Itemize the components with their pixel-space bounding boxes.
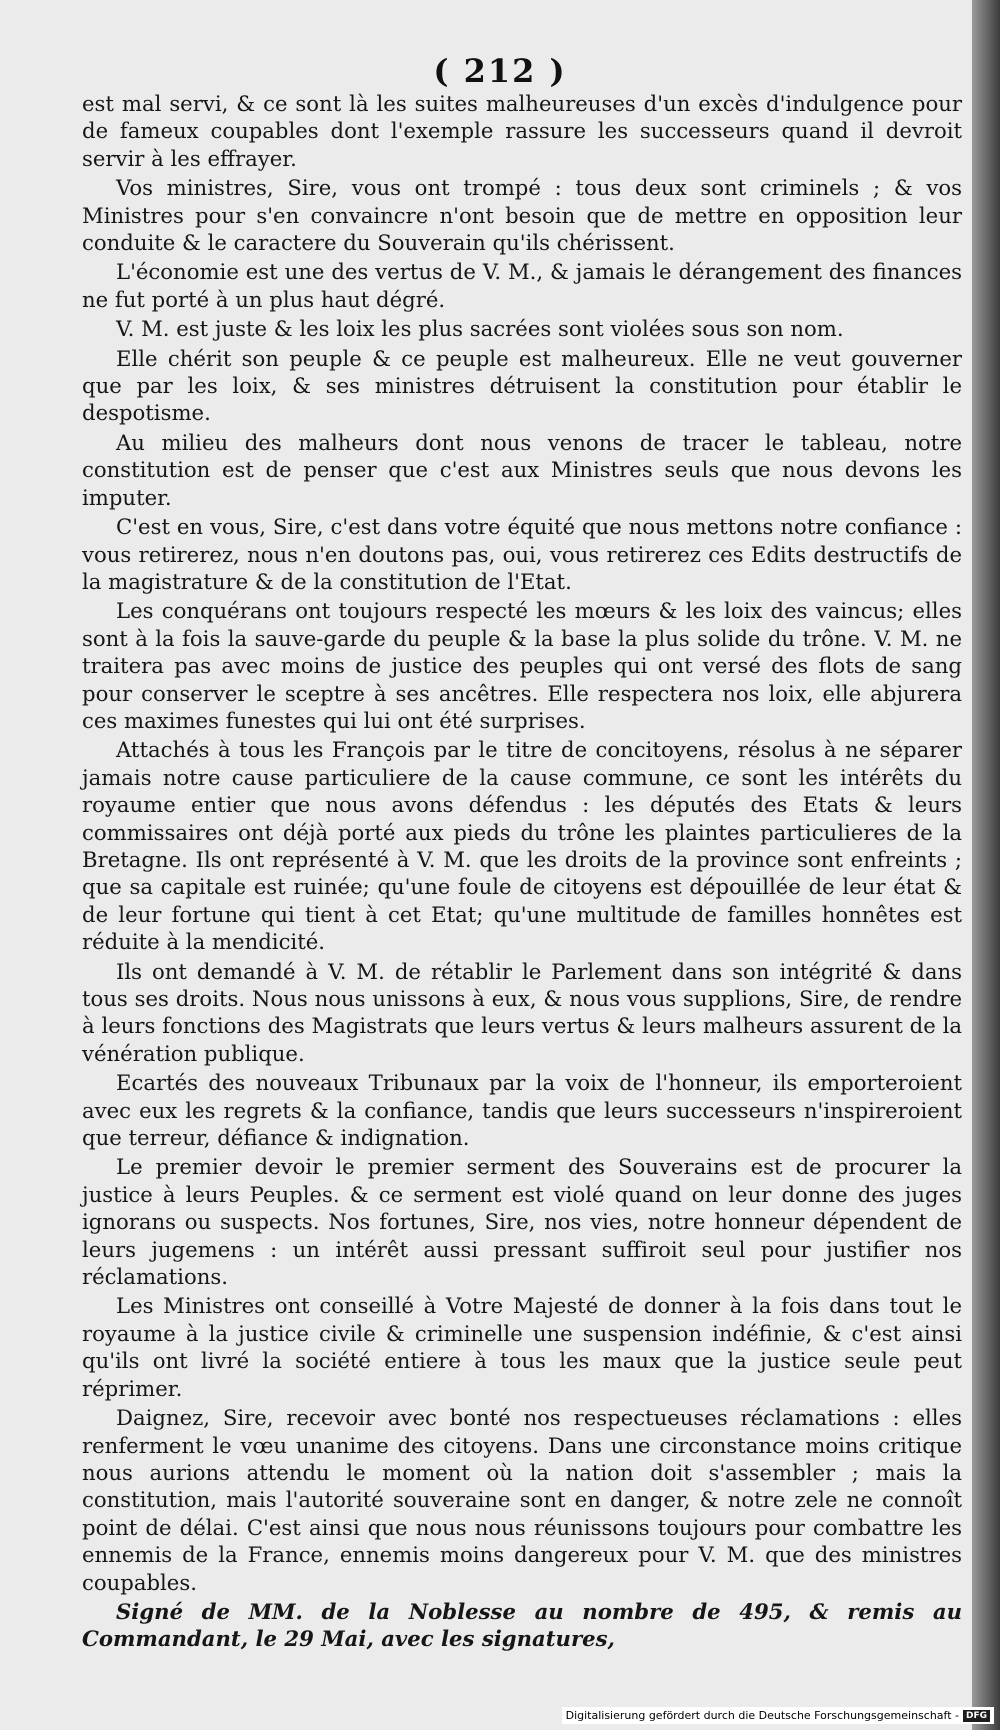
paragraph: Elle chérit son peuple & ce peuple est malheureux. Elle ne veut gouverner que par les loix, & ses ministres détruisent la constitution pour établir le despotisme. <box>82 345 962 426</box>
paragraph: Le premier devoir le premier serment des Souverains est de procurer la justice à leurs Peuples. & ce serment est violé quand on leur donne des juges ignorans ou suspects. Nos fortunes, Sire, nos vies, notre honneur dépendent de leurs jugemens : un intérêt aussi pressant suffiroit seul pour justifier nos réclamations. <box>82 1154 962 1290</box>
dfg-logo-icon: DFG <box>963 1710 990 1722</box>
paragraph: Les Ministres ont conseillé à Votre Majesté de donner à la fois dans tout le royaume à la justice civile & criminelle une suspension indéfinie, & c'est ainsi qu'ils ont livré la société entiere à tous les maux que la justice seule peut réprimer. <box>82 1293 962 1401</box>
paragraph: Les conquérans ont toujours respecté les mœurs & les loix des vaincus; elles sont à la fois la sauve-garde du peuple & la base la plus solide du trône. V. M. ne traitera pas avec moins de justice des peuples qui ont versé des flots de sang pour conserver le sceptre à ses ancêtres. Elle respectera nos loix, elle abjurera ces maximes funestes qui lui ont été surprises. <box>82 598 962 733</box>
paragraph: Attachés à tous les François par le titre de concitoyens, résolus à ne séparer jamais notre cause particuliere de la cause commune, ce sont les intérêts du royaume entier que nous avons défendus : les députés des Etats & leurs commissaires ont déjà porté aux pieds du trône les plaintes particulieres de la Bretagne. Ils ont représenté à V. M. que les droits de la province sont enfreints ; que sa capitale est ruinée; qu'une foule de citoyens est dépouillée de leur état & de leur fortune qui tient à cet Etat; qu'une multitude de familles honnêtes est réduite à la mendicité. <box>82 737 962 955</box>
paragraph: Ecartés des nouveaux Tribunaux par la voix de l'honneur, ils emporteroient avec eux les regrets & la confiance, tandis que leurs successeurs n'inspireroient que terreur, défiance & indignation. <box>82 1070 962 1151</box>
paragraph: est mal servi, & ce sont là les suites malheureuses d'un excès d'indulgence pour de fameux coupables dont l'exemple rassure les successeurs quand il devroit servir à les effrayer. <box>82 91 962 171</box>
paragraph: Au milieu des malheurs dont nous venons de tracer le tableau, notre constitution est de penser que c'est aux Ministres seuls que nous devons les imputer. <box>82 429 962 510</box>
page-number: ( 212 ) <box>433 52 567 90</box>
footer-text: Digitalisierung gefördert durch die Deutsche Forschungsgemeinschaft - <box>565 1709 959 1722</box>
paragraph: Daignez, Sire, recevoir avec bonté nos respectueuses réclamations : elles renferment le vœu unanime des citoyens. Dans une circonstance moins critique nous aurions attendu le moment où la nation doit s'assembler ; mais la constitution, mais l'autorité souveraine sont en danger, & notre zele ne connoît point de délai. C'est ainsi que nous nous réunissons toujours pour combattre les ennemis de la France, ennemis moins dangereux pour V. M. que des ministres coupables. <box>82 1405 962 1595</box>
signature-line: Signé de MM. de la Noblesse au nombre de 495, & remis au Commandant, le 29 Mai, avec les signatures, <box>82 1598 962 1652</box>
paragraph: Ils ont demandé à V. M. de rétablir le Parlement dans son intégrité & dans tous ses droits. Nous nous unissons à eux, & nous vous supplions, Sire, de rendre à leurs fonctions des Magistrats que leurs vertus & leurs malheurs assurent de la vénération publique. <box>82 958 962 1066</box>
book-edge <box>972 0 1000 1730</box>
digitization-footer <box>562 1707 994 1724</box>
paragraph: V. M. est juste & les loix les plus sacrées sont violées sous son nom. <box>116 316 844 342</box>
paragraph: L'économie est une des vertus de V. M., & jamais le dérangement des finances ne fut porté à un plus haut dégré. <box>82 259 962 312</box>
paragraph: Vos ministres, Sire, vous ont trompé : tous deux sont criminels ; & vos Ministres pour s'en convaincre n'ont besoin que de mettre en opposition leur conduite & le caractere du Souverain qu'ils chérissent. <box>82 175 962 256</box>
paragraph: C'est en vous, Sire, c'est dans votre équité que nous mettons notre confiance : vous retirerez, nous n'en doutons pas, oui, vous retirerez ces Edits destructifs de la magistrature & de la constitution de l'Etat. <box>82 514 962 594</box>
body-text <box>82 90 962 1655</box>
